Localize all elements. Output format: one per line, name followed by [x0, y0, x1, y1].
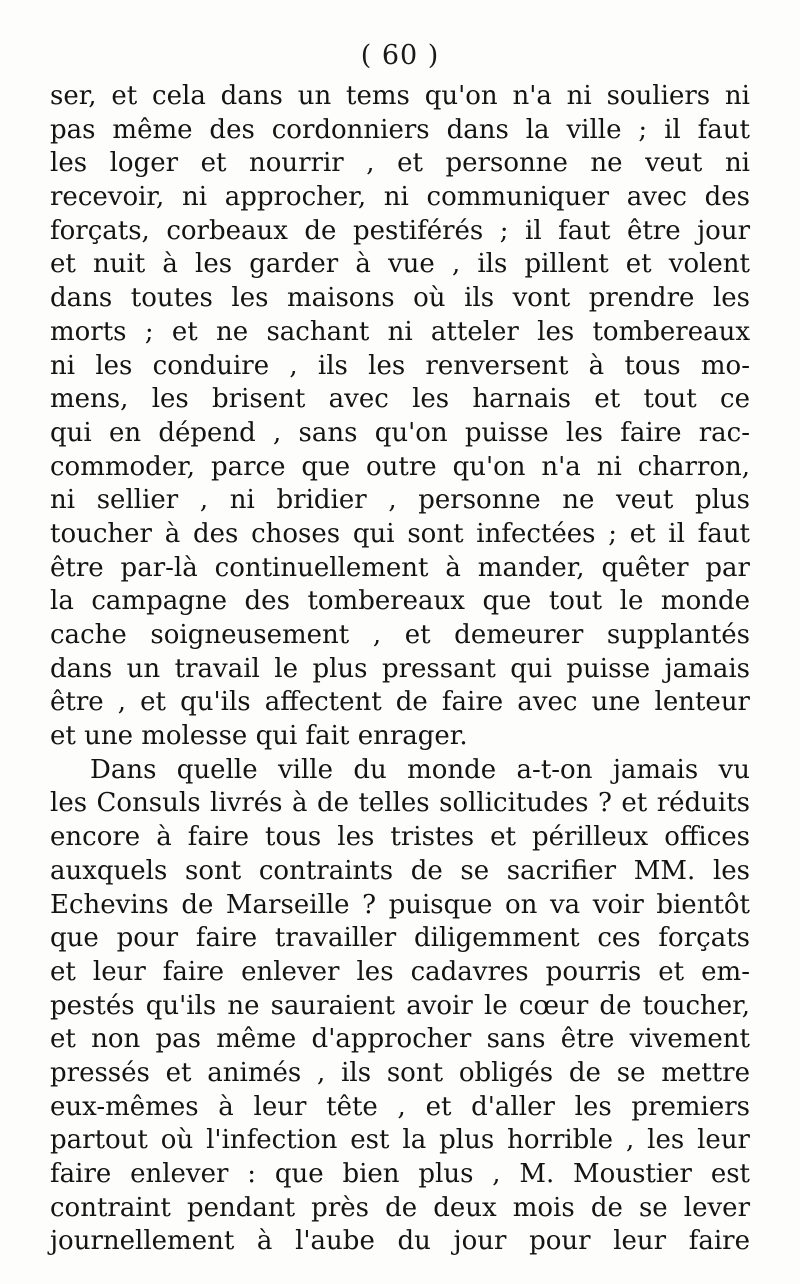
text-line: pas même des cordonniers dans la ville ; il faut: [50, 114, 750, 145]
text-line: ni sellier , ni bridier , personne ne veut plus: [50, 485, 750, 516]
text-line: et leur faire enlever les cadavres pourris et em-: [50, 956, 750, 987]
text-line: partout où l'infection est la plus horrible , les leur: [50, 1125, 750, 1156]
text-line: dans toutes les maisons où ils vont prendre les: [50, 283, 750, 314]
text-line: morts ; et ne sachant ni atteler les tombereaux: [50, 316, 750, 347]
text-line: auxquels sont contraints de se sacrifier MM. les: [50, 855, 750, 886]
text-line: dans un travail le plus pressant qui puisse jamais: [50, 653, 750, 684]
text-line: contraint pendant près de deux mois de se lever: [50, 1192, 750, 1223]
text-line: que pour faire travailler diligemment ces forçats: [50, 923, 750, 954]
text-line: forçats, corbeaux de pestiférés ; il faut être jour: [50, 215, 750, 246]
text-line: les loger et nourrir , et personne ne veut ni: [50, 148, 750, 179]
text-line: recevoir, ni approcher, ni communiquer avec des: [50, 182, 750, 213]
text-line: ser, et cela dans un tems qu'on n'a ni souliers ni: [50, 81, 750, 111]
text-line: Dans quelle ville du monde a-t-on jamais vu: [90, 754, 750, 785]
text-line: pressés et animés , ils sont obligés de se mettre: [50, 1057, 750, 1088]
text-line: encore à faire tous les tristes et périlleux offices: [50, 822, 750, 853]
text-line: et nuit à les garder à vue , ils pillent et volent: [50, 249, 750, 280]
text-line: ni les conduire , ils les renversent à tous mo-: [50, 350, 750, 381]
text-line: la campagne des tombereaux que tout le monde: [50, 586, 750, 617]
text-line: mens, les brisent avec les harnais et tout ce: [50, 384, 750, 415]
text-line: pestés qu'ils ne sauraient avoir le cœur de toucher,: [50, 990, 750, 1021]
text-line: les Consuls livrés à de telles sollicitudes ? et réduits: [50, 788, 750, 819]
text-line: être par-là continuellement à mander, quêter par: [50, 552, 750, 583]
text-line: et non pas même d'approcher sans être vivement: [50, 1024, 750, 1055]
page-number: ( 60 ): [360, 40, 440, 71]
text-line: faire enlever : que bien plus , M. Moustier est: [50, 1159, 750, 1189]
body-text: [50, 80, 750, 1259]
text-line: qui en dépend , sans qu'on puisse les faire rac-: [50, 417, 750, 448]
text-line: toucher à des choses qui sont infectées ; et il faut: [50, 518, 750, 549]
text-line: commoder, parce que outre qu'on n'a ni charron,: [50, 451, 750, 482]
text-line: être , et qu'ils affectent de faire avec une lenteur: [50, 687, 750, 718]
text-line: journellement à l'aube du jour pour leur faire: [50, 1226, 750, 1257]
text-line: cache soigneusement , et demeurer supplantés: [50, 620, 750, 650]
text-line: eux-mêmes à leur tête , et d'aller les premiers: [50, 1091, 750, 1122]
text-line: Echevins de Marseille ? puisque on va voir bientôt: [50, 889, 750, 920]
text-line: et une molesse qui fait enrager.: [50, 721, 468, 752]
